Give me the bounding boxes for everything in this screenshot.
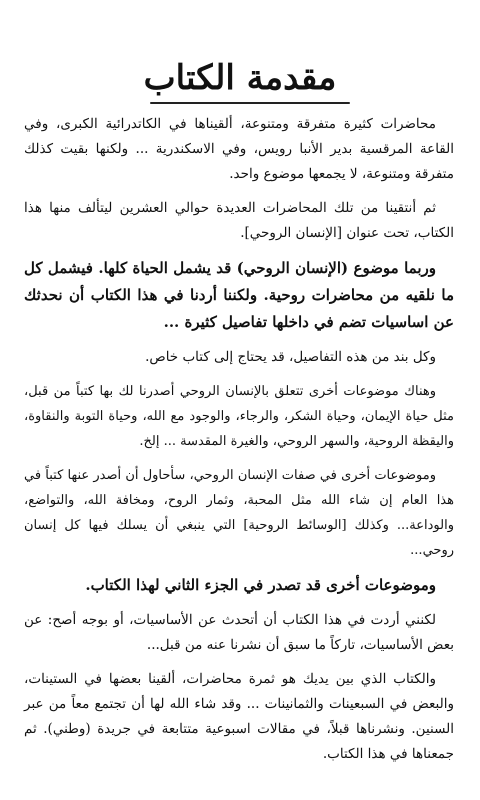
paragraph-5: وهناك موضوعات أخرى تتعلق بالإنسان الروحي أصدرنا لك بها كتباً من قبل، مثل حياة الإيمان، وحياة الشكر، والرجاء، والوجود مع الله، وحياة التوبة والنقاوة، واليقظة الروحية، والسهر الروحي، والغيرة المقدسة ... إلخ. [24, 384, 454, 449]
paragraph-8: لكنني أردت في هذا الكتاب أن أتحدث عن الأساسيات، أو بوجه أصح: عن بعض الأساسيات، تاركاً ما سبق أن نشرنا عنه من قبل... [24, 612, 454, 653]
paragraph-7: وموضوعات أخرى قد تصدر في الجزء الثاني لهذا الكتاب. [85, 576, 436, 594]
paragraph-1: محاضرات كثيرة متفرقة ومتنوعة، ألقيناها في الكاتدرائية الكبرى، وفي القاعة المرقسية بدير الأنبا رويس، وفي الاسكندرية ... ولكنها بقيت كذلك متفرقة ومتنوعة، لا يجمعها موضوع واحد. [24, 116, 454, 182]
paragraph-9: والكتاب الذي بين يديك هو ثمرة محاضرات، ألقينا بعضها في الستينات، والبعض في السبعينات والثمانينات ... وقد شاء الله لها أن تجتمع معاً من عبر السنين. ونشرناها قبلاً، في مقالات اسبوعية متتابعة في جريدة (وطني). ثم جمعناها في هذا الكتاب. [24, 671, 454, 762]
paragraph-4: وكل بند من هذه التفاصيل، قد يحتاج إلى كتاب خاص. [145, 349, 436, 365]
page-content [24, 112, 454, 776]
paragraph-2: ثم أنتقينا من تلك المحاضرات العديدة حوالي العشرين ليتألف منها هذا الكتاب، تحت عنوان [الإنسان الروحي]. [24, 200, 454, 241]
paragraph-3: وربما موضوع (الإنسان الروحي) قد يشمل الحياة كلها. فيشمل كل ما نلقيه من محاضرات روحية. ولكننا أردنا في هذا الكتاب أن نحدثك عن اساسيات تضم في داخلها تفاصيل كثيرة ... [24, 259, 454, 331]
title-underline [150, 102, 350, 104]
paragraph-6: وموضوعات أخرى في صفات الإنسان الروحي، سأحاول أن أصدر عنها كتباً في هذا العام إن شاء الله مثل المحبة، وثمار الروح، ومخافة الله، والتواضع، والوداعة... وكذلك [الوسائط الروحية] التي ينبغي أن يسلك فيها كل إنسان روحي... [24, 468, 454, 558]
page-title: مقدمة الكتاب [143, 58, 337, 98]
